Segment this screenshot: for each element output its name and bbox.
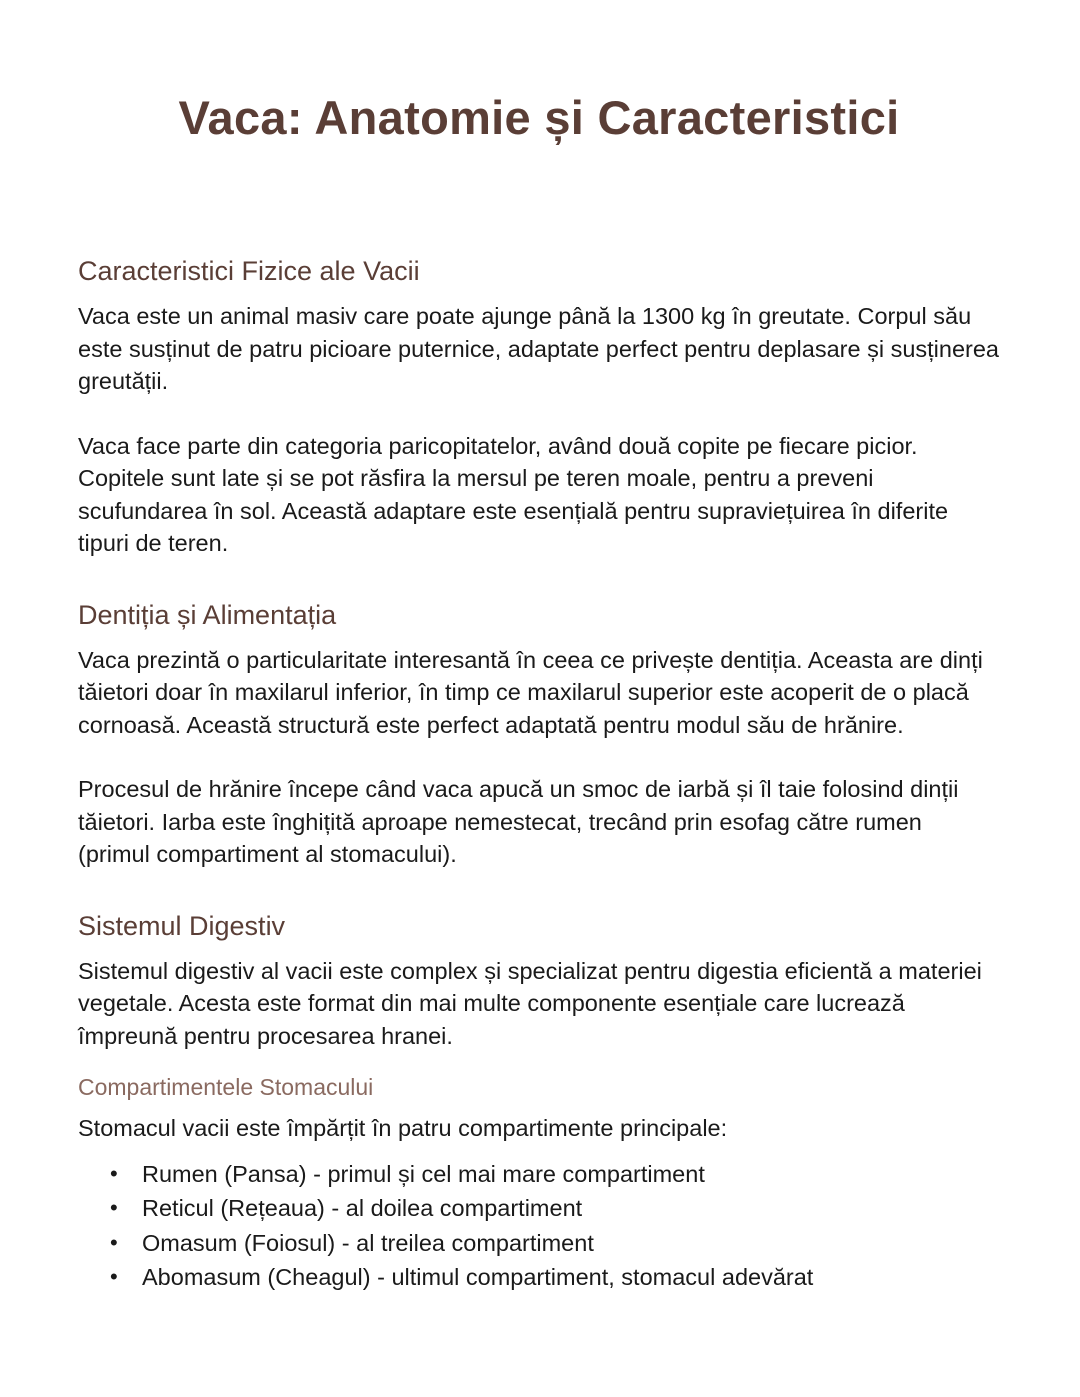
- list-item: [108, 1157, 1000, 1192]
- paragraph-dentitia-1: Vaca prezintă o particularitate interesantă în ceea ce privește dentiția. Aceasta are dinți tăietori doar în maxilarul inferior, în timp ce maxilarul superior este acoperit de o placă cornoasă. Această structură este perfect adaptată pentru modul său de hrănire.: [78, 646, 983, 738]
- bullet-icon: •: [110, 1229, 118, 1255]
- bullet-icon: •: [110, 1264, 118, 1289]
- paragraph-digestiv-1: Sistemul digestiv al vacii este complex și specializat pentru digestia eficientă a materiei vegetale. Acesta este format din mai multe componente esențiale care lucrează împreună pentru procesarea hranei.: [78, 957, 982, 1049]
- bullet-icon: •: [110, 1160, 118, 1186]
- page-title: Vaca: Anatomie și Caracteristici: [178, 91, 900, 144]
- list-item-text: Abomasum (Cheagul) - ultimul compartiment, stomacul adevărat: [142, 1264, 814, 1290]
- list-item-text: Reticul (Rețeaua) - al doilea compartiment: [142, 1195, 583, 1221]
- subheading-compartimentele-stomacului: Compartimentele Stomacului: [78, 1074, 374, 1100]
- paragraph-fizice-1: Vaca este un animal masiv care poate ajunge până la 1300 kg în greutate. Corpul său este susținut de patru picioare puternice, adaptate perfect pentru deplasare și susținerea greutății.: [78, 303, 999, 394]
- section-heading-caracteristici-fizice: Caracteristici Fizice ale Vacii: [78, 256, 420, 286]
- list-item: [108, 1260, 1000, 1295]
- list-item: [108, 1226, 1000, 1261]
- paragraph-dentitia-2: Procesul de hrănire începe când vaca apucă un smoc de iarbă și îl taie folosind dinții tăietori. Iarba este înghițită aproape nemestecat, trecând prin esofag către rumen (primul compartiment al stomacului).: [78, 776, 959, 867]
- paragraph-fizice-2: Vaca face parte din categoria paricopitatelor, având două copite pe fiecare picior. Copitele sunt late și se pot răsfira la mersul pe teren moale, pentru a preveni scufundarea în sol. Această adaptare este esențială pentru supraviețuirea în diferite tipuri de teren.: [78, 432, 949, 556]
- list-item: [108, 1191, 1000, 1226]
- list-item-text: Rumen (Pansa) - primul și cel mai mare compartiment: [142, 1160, 705, 1187]
- stomach-compartments-list: [78, 1157, 1000, 1295]
- list-item-text: Omasum (Foiosul) - al treilea compartiment: [142, 1229, 594, 1256]
- section-heading-dentitia: Dentiția și Alimentația: [78, 599, 337, 630]
- bullet-icon: •: [110, 1195, 118, 1220]
- paragraph-stomac-intro: Stomacul vacii este împărțit în patru compartimente principale:: [78, 1115, 728, 1141]
- section-heading-sistemul-digestiv: Sistemul Digestiv: [78, 910, 286, 941]
